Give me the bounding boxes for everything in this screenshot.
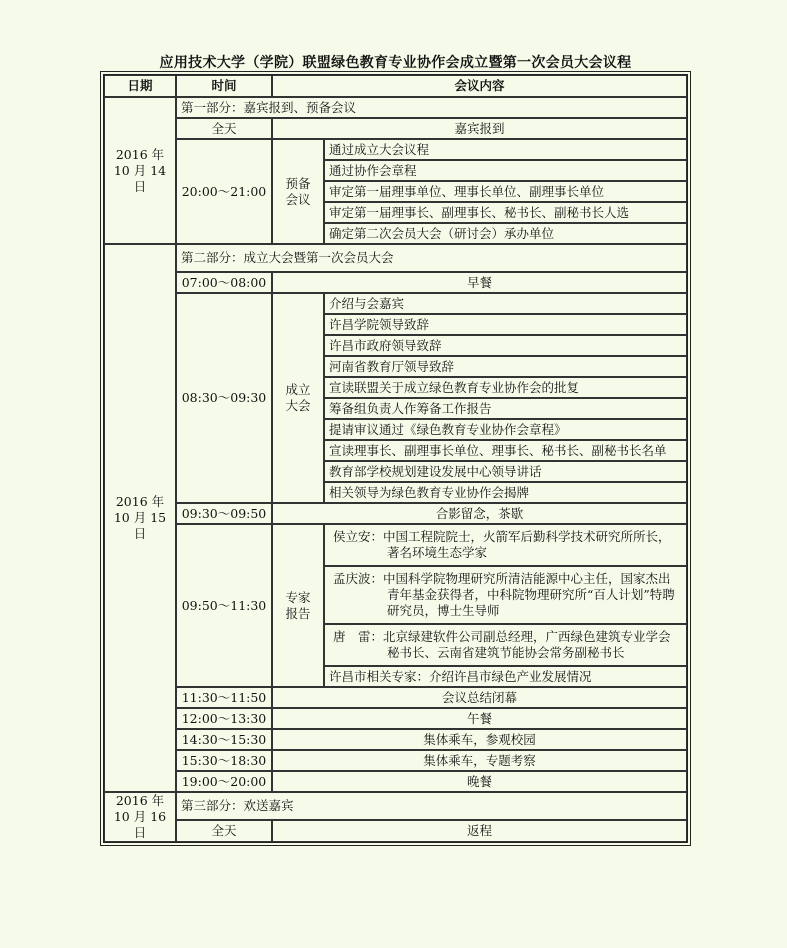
header-time: 时间 [176,75,272,97]
list-item: 通过成立大会议程 [324,139,687,160]
time-cell: 19:00～20:00 [176,771,272,792]
report-text: 侯立安：中国工程院院士，火箭军后勤科学技术研究所所长，著名环境生态学家 [333,529,671,560]
event-cell: 会议总结闭幕 [272,687,687,708]
table-row [104,771,687,792]
list-item [324,524,687,566]
part3-title: 第三部分：欢送嘉宾 [176,792,687,820]
table-row [104,97,687,118]
list-item [324,566,687,624]
day1-date: 2016 年 10 月 14 日 [104,97,176,244]
time-cell: 08:30～09:30 [176,293,272,503]
time-cell: 12:00～13:30 [176,708,272,729]
event-cell: 早餐 [272,272,687,293]
list-item [324,624,687,666]
time-cell: 15:30～18:30 [176,750,272,771]
list-item: 宣读理事长、副理事长单位、理事长、秘书长、副秘书长名单 [324,440,687,461]
list-item: 许昌学院领导致辞 [324,314,687,335]
event-cell: 午餐 [272,708,687,729]
list-item: 介绍与会嘉宾 [324,293,687,314]
day2-date: 2016 年 10 月 15 日 [104,244,176,792]
list-item: 许昌市政府领导致辞 [324,335,687,356]
event-cell: 返程 [272,820,687,842]
table-row [104,293,687,314]
page-title: 应用技术大学（学院）联盟绿色教育专业协作会成立暨第一次会员大会议程 [159,55,632,71]
session-label: 预备 会议 [272,139,324,244]
list-item: 河南省教育厅领导致辞 [324,356,687,377]
list-item: 提请审议通过《绿色教育专业协作会章程》 [324,419,687,440]
list-item: 筹备组负责人作筹备工作报告 [324,398,687,419]
report-text: 孟庆波：中国科学院物理研究所清洁能源中心主任，国家杰出青年基金获得者，中科院物理研究所“百人计划”特聘研究员，博士生导师 [333,571,675,618]
list-item: 相关领导为绿色教育专业协作会揭牌 [324,482,687,503]
header-row [104,75,687,97]
session-label: 专家 报告 [272,524,324,687]
day3-date: 2016 年 10 月 16 日 [104,792,176,842]
event-cell: 集体乘车，参观校园 [272,729,687,750]
table-row [104,118,687,139]
time-cell: 20:00～21:00 [176,139,272,244]
table-row [104,708,687,729]
list-item: 教育部学校规划建设发展中心领导讲话 [324,461,687,482]
table-row [104,244,687,272]
list-item: 审定第一届理事单位、理事长单位、副理事长单位 [324,181,687,202]
event-cell: 合影留念，茶歇 [272,503,687,524]
list-item: 宣读联盟关于成立绿色教育专业协作会的批复 [324,377,687,398]
event-cell: 集体乘车，专题考察 [272,750,687,771]
table-row [104,729,687,750]
list-item: 通过协作会章程 [324,160,687,181]
list-item: 许昌市相关专家：介绍许昌市绿色产业发展情况 [324,666,687,687]
event-cell: 嘉宾报到 [272,118,687,139]
table-row [104,139,687,160]
table-row [104,792,687,820]
time-cell: 11:30～11:50 [176,687,272,708]
report-text: 唐 雷：北京绿建软件公司副总经理，广西绿色建筑专业学会秘书长、云南省建筑节能协会常务副秘书长 [333,629,671,660]
part1-title: 第一部分：嘉宾报到、预备会议 [176,97,687,118]
time-cell: 14:30～15:30 [176,729,272,750]
table-row [104,687,687,708]
table-row [104,750,687,771]
agenda-document [103,52,688,843]
time-cell: 全天 [176,820,272,842]
header-date: 日期 [104,75,176,97]
table-row [104,272,687,293]
session-label: 成立 大会 [272,293,324,503]
table-row [104,503,687,524]
table-row [104,524,687,566]
header-content: 会议内容 [272,75,687,97]
time-cell: 09:50～11:30 [176,524,272,687]
list-item: 审定第一届理事长、副理事长、秘书长、副秘书长人选 [324,202,687,223]
agenda-table [103,74,688,843]
time-cell: 09:30～09:50 [176,503,272,524]
time-cell: 07:00～08:00 [176,272,272,293]
part2-title: 第二部分：成立大会暨第一次会员大会 [176,244,687,272]
time-cell: 全天 [176,118,272,139]
table-row [104,820,687,842]
list-item: 确定第二次会员大会（研讨会）承办单位 [324,223,687,244]
event-cell: 晚餐 [272,771,687,792]
